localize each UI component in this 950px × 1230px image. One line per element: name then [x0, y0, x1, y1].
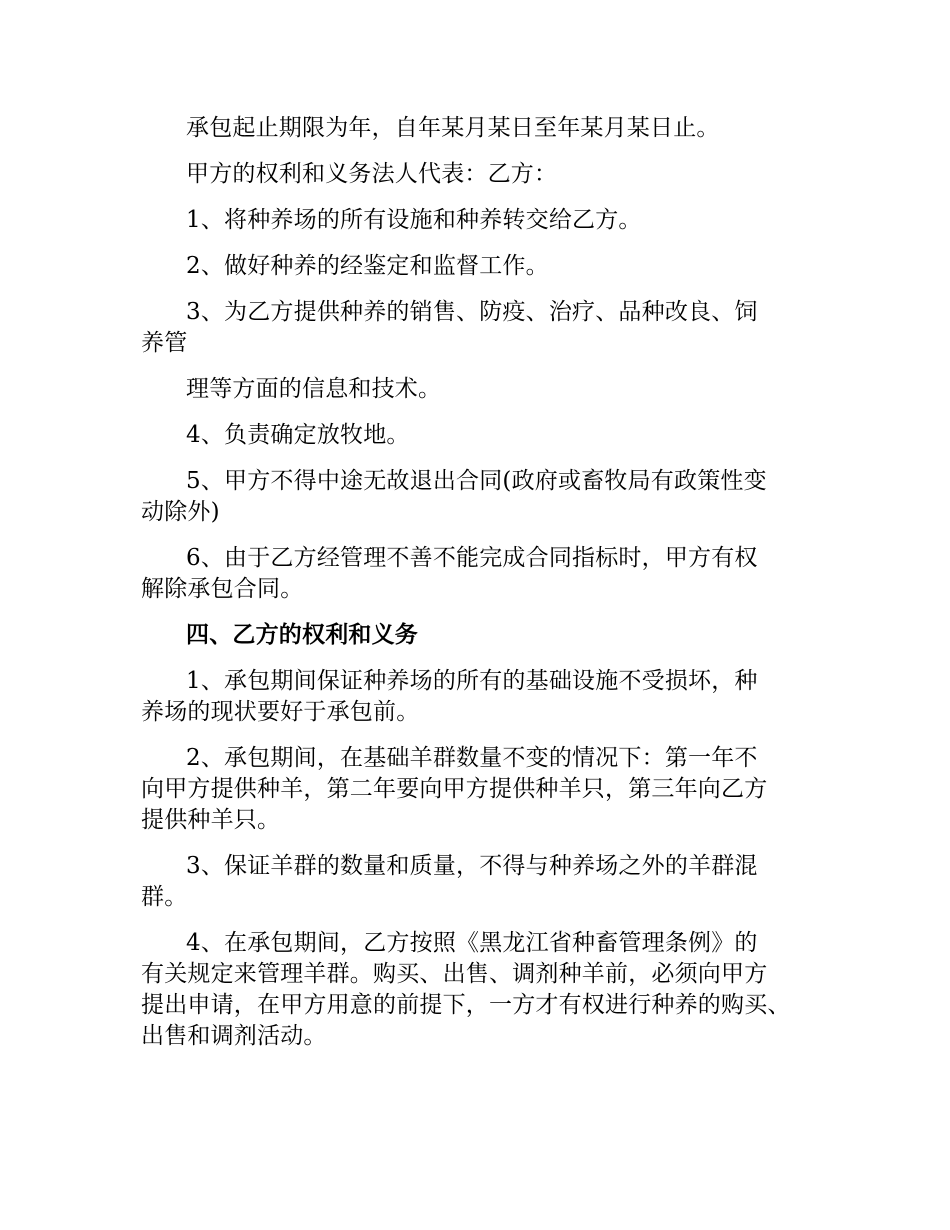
party-a-item-4: 4、负责确定放牧地。 [186, 422, 410, 448]
party-b-item-4-line-2: 有关规定来管理羊群。购买、出售、调剂种羊前，必须向甲方 [141, 961, 768, 987]
section-heading-party-b: 四、乙方的权利和义务 [186, 621, 418, 648]
paragraph-term-period: 承包起止期限为年，自年某月某日至年某月某日止。 [186, 115, 720, 141]
party-b-item-2-line-3: 提供种羊只。 [141, 807, 281, 833]
party-b-item-2-line-2: 向甲方提供种羊，第二年要向甲方提供种羊只，第三年向乙方 [141, 776, 768, 802]
party-a-item-1: 1、将种养场的所有设施和种养转交给乙方。 [186, 207, 642, 233]
party-b-item-4-line-4: 出售和调剂活动。 [141, 1023, 327, 1049]
party-b-item-4-line-3: 提出申请，在甲方用意的前提下，一方才有权进行种养的购买、 [141, 992, 791, 1018]
party-a-item-5-line-1: 5、甲方不得中途无故退出合同(政府或畜牧局有政策性变 [186, 468, 767, 494]
paragraph-party-a-rights-intro: 甲方的权利和义务法人代表：乙方： [186, 161, 558, 187]
party-a-item-3-line-2: 养管 [141, 330, 188, 356]
party-b-item-3-line-1: 3、保证羊群的数量和质量，不得与种养场之外的羊群混 [186, 853, 758, 879]
party-b-item-1-line-2: 养场的现状要好于承包前。 [141, 699, 420, 725]
party-a-item-5-line-2: 动除外) [141, 499, 220, 525]
party-b-item-3-line-2: 群。 [141, 884, 188, 910]
party-b-item-2-line-1: 2、承包期间，在基础羊群数量不变的情况下：第一年不 [186, 745, 758, 771]
party-b-item-1-line-1: 1、承包期间保证种养场的所有的基础设施不受损坏，种 [186, 668, 758, 694]
party-a-item-6-line-2: 解除承包合同。 [141, 576, 304, 602]
party-a-item-2: 2、做好种养的经鉴定和监督工作。 [186, 253, 549, 279]
party-b-item-4-line-1: 4、在承包期间，乙方按照《黑龙江省种畜管理条例》的 [186, 930, 758, 956]
party-a-item-6-line-1: 6、由于乙方经管理不善不能完成合同指标时，甲方有权 [186, 545, 758, 571]
party-a-item-3-line-1: 3、为乙方提供种养的销售、防疫、治疗、品种改良、饲 [186, 299, 758, 325]
party-a-item-3-continuation: 理等方面的信息和技术。 [186, 376, 442, 402]
